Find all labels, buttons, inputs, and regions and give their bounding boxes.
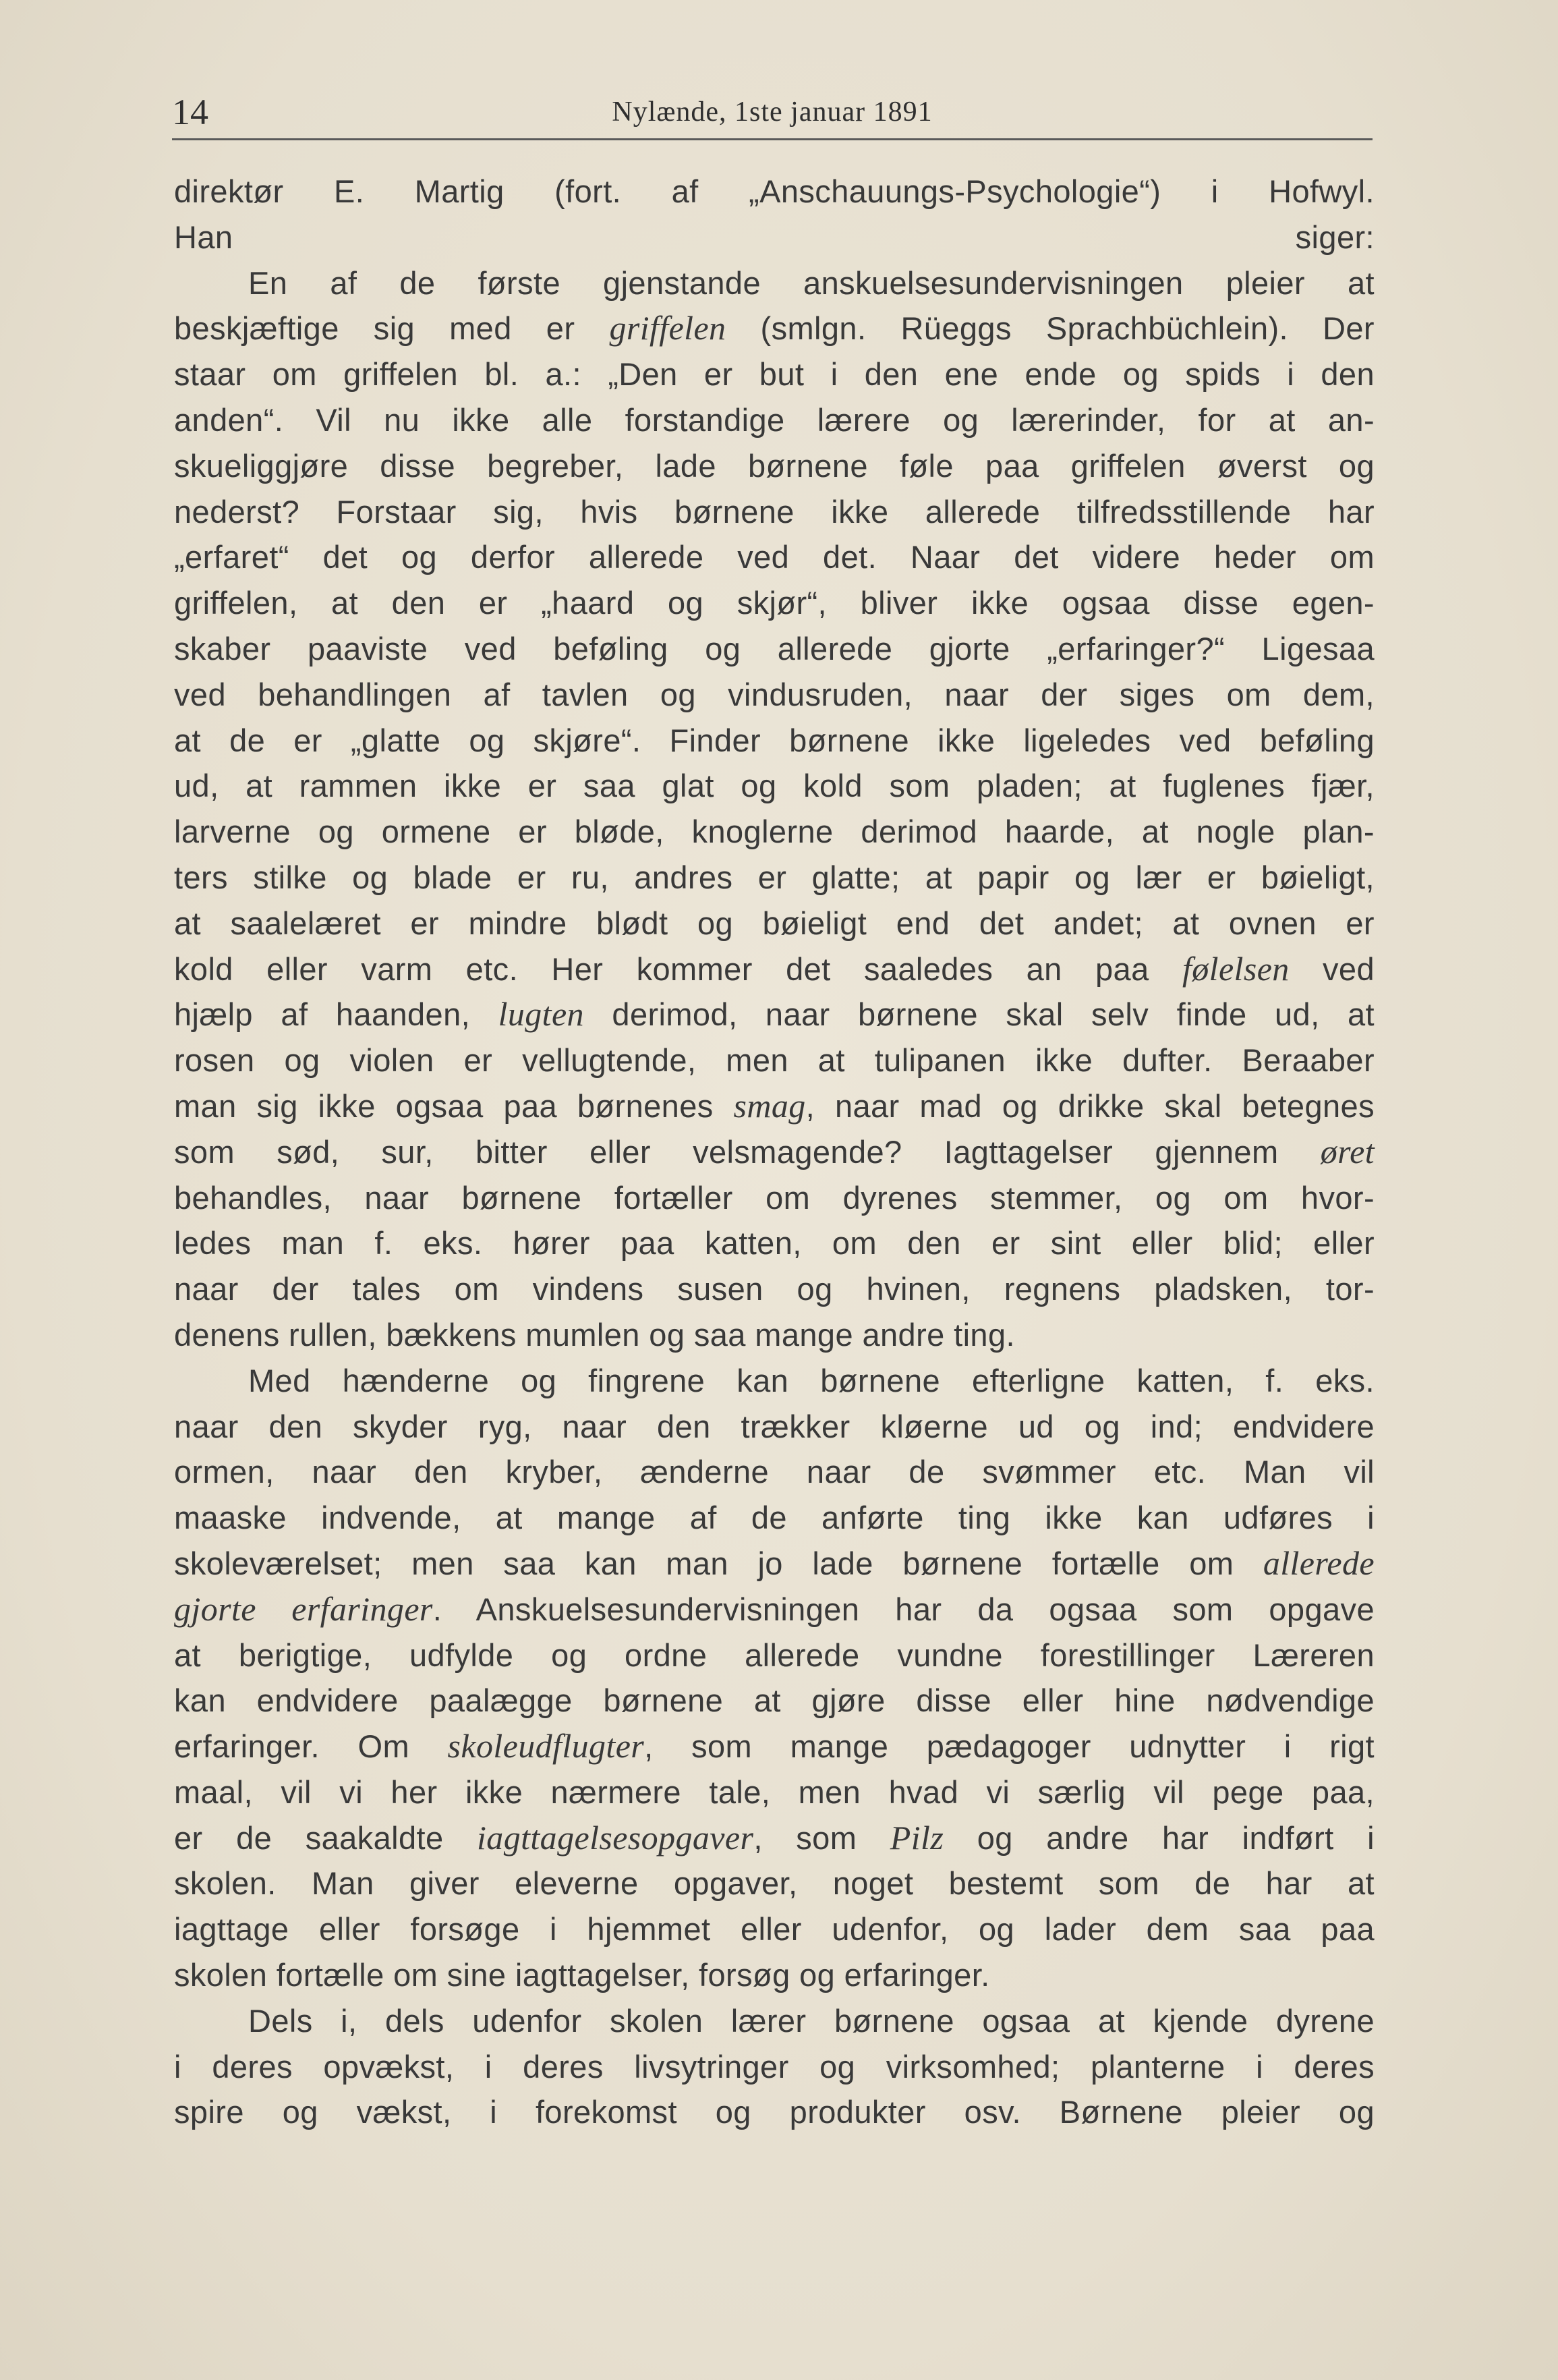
text-line: larverne og ormene er bløde, knoglerne derimod haarde, at nogle plan- <box>174 814 1375 850</box>
text-line: er de saakaldte iagttagelsesopgaver, som Pilz og andre har indført i <box>174 1818 1375 1857</box>
emphasized-term: lugten <box>498 995 584 1033</box>
text-line: i deres opvækst, i deres livsytringer og virksomhed; planterne i deres <box>174 2048 1375 2085</box>
text-line: erfaringer. Om skoleudflugter, som mange pædagoger udnytter i rigt <box>174 1727 1375 1765</box>
emphasized-term: Pilz <box>890 1818 944 1857</box>
emphasized-term: griffelen <box>609 309 726 347</box>
text-line: man sig ikke ogsaa paa børnenes smag, naar mad og drikke skal betegnes <box>174 1086 1375 1125</box>
text-line: „erfaret“ det og derfor allerede ved det. Naar det videre heder om <box>174 539 1375 575</box>
text-line: behandles, naar børnene fortæller om dyrenes stemmer, og om hvor- <box>174 1179 1375 1216</box>
text-line: maal, vil vi her ikke nærmere tale, men hvad vi særlig vil pege paa, <box>174 1774 1375 1810</box>
text-line: naar den skyder ryg, naar den trækker kløerne ud og ind; endvidere <box>174 1408 1375 1444</box>
text-line: at berigtige, udfylde og ordne allerede vundne forestillinger Læreren <box>174 1637 1375 1673</box>
text-line: gjorte erfaringer. Anskuelsesundervisningen har da ogsaa som opgave <box>174 1589 1375 1628</box>
emphasized-term: gjorte erfaringer <box>174 1589 433 1628</box>
text-line: skoleværelset; men saa kan man jo lade børnene fortælle om allerede <box>174 1543 1375 1582</box>
text-line: ormen, naar den kryber, ænderne naar de svømmer etc. Man vil <box>174 1454 1375 1490</box>
emphasized-term: øret <box>1320 1132 1375 1170</box>
text-line: spire og vækst, i forekomst og produkter osv. Børnene pleier og <box>174 2094 1375 2130</box>
text-line: kan endvidere paalægge børnene at gjøre disse eller hine nødvendige <box>174 1682 1375 1719</box>
text-line: rosen og violen er vellugtende, men at tulipanen ikke dufter. Beraaber <box>174 1042 1375 1079</box>
body-text <box>174 169 1375 2135</box>
text-line: iagttage eller forsøge i hjemmet eller udenfor, og lader dem saa paa <box>174 1911 1375 1948</box>
text-line: skolen. Man giver eleverne opgaver, noget bestemt som de har at <box>174 1865 1375 1902</box>
text-line: staar om griffelen bl. a.: „Den er but i den ene ende og spids i den <box>174 356 1375 393</box>
emphasized-term: iagttagelsesopgaver <box>477 1818 754 1857</box>
text-line: skueliggjøre disse begreber, lade børnene føle paa griffelen øverst og <box>174 447 1375 484</box>
text-line: skolen fortælle om sine iagttagelser, forsøg og erfaringer. <box>174 1957 990 1993</box>
text-line: nederst? Forstaar sig, hvis børnene ikke allerede tilfredsstillende har <box>174 493 1375 530</box>
emphasized-term: smag <box>733 1086 806 1125</box>
text-line: Han siger: <box>174 219 1375 255</box>
emphasized-term: følelsen <box>1182 949 1290 988</box>
text-line: ledes man f. eks. hører paa katten, om den er sint eller blid; eller <box>174 1225 1375 1262</box>
text-line: beskjæftige sig med er griffelen (smlgn. Rüeggs Sprachbüchlein). Der <box>174 309 1375 347</box>
text-line: som sød, sur, bitter eller velsmagende? Iagttagelser gjennem øret <box>174 1132 1375 1170</box>
page-header <box>172 88 1373 136</box>
running-head: Nylænde, 1ste januar 1891 <box>612 96 933 128</box>
text-line: ved behandlingen af tavlen og vindusruden, naar der siges om dem, <box>174 676 1375 712</box>
emphasized-term: skoleudflugter <box>447 1727 645 1765</box>
text-line: at de er „glatte og skjøre“. Finder børnene ikke ligeledes ved beføling <box>174 722 1375 758</box>
text-line: skaber paaviste ved beføling og allerede gjorte „erfaringer?“ Ligesaa <box>174 630 1375 667</box>
text-line: ud, at rammen ikke er saa glat og kold som pladen; at fuglenes fjær, <box>174 768 1375 804</box>
text-line: anden“. Vil nu ikke alle forstandige lærere og lærerinder, for at an- <box>174 401 1375 438</box>
text-line: Dels i, dels udenfor skolen lærer børnene ogsaa at kjende dyrene <box>248 2002 1375 2039</box>
text-line: Med hænderne og fingrene kan børnene efterligne katten, f. eks. <box>248 1362 1375 1398</box>
text-line: denens rullen, bækkens mumlen og saa mange andre ting. <box>174 1316 1015 1353</box>
text-line: direktør E. Martig (fort. af „Anschauungs-Psychologie“) i Hofwyl. <box>174 173 1375 209</box>
header-rule <box>172 138 1373 140</box>
text-line: naar der tales om vindens susen og hvinen, regnens pladsken, tor- <box>174 1271 1375 1307</box>
text-line: maaske indvende, at mange af de anførte ting ikke kan udføres i <box>174 1500 1375 1536</box>
text-line: ters stilke og blade er ru, andres er glatte; at papir og lær er bøieligt, <box>174 859 1375 895</box>
text-line: hjælp af haanden, lugten derimod, naar børnene skal selv finde ud, at <box>174 995 1375 1033</box>
text-line: En af de første gjenstande anskuelsesundervisningen pleier at <box>248 264 1375 301</box>
text-line: kold eller varm etc. Her kommer det saaledes an paa følelsen ved <box>174 949 1375 988</box>
text-line: at saalelæret er mindre blødt og bøieligt end det andet; at ovnen er <box>174 905 1375 941</box>
text-line: griffelen, at den er „haard og skjør“, bliver ikke ogsaa disse egen- <box>174 585 1375 621</box>
emphasized-term: allerede <box>1263 1543 1375 1582</box>
page-number: 14 <box>172 92 208 132</box>
